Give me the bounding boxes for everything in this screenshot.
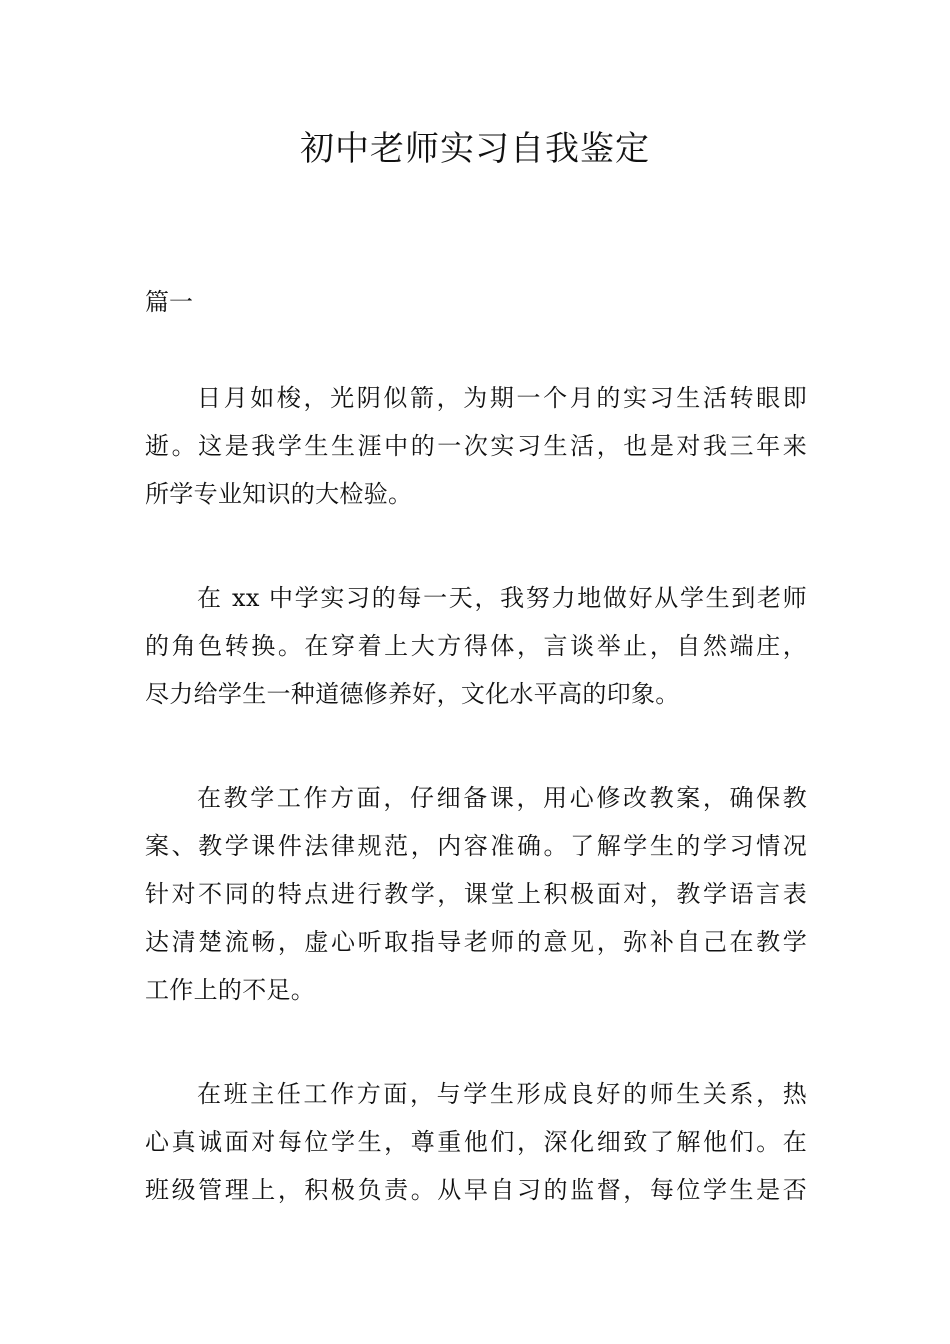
paragraph-3 bbox=[145, 774, 807, 1014]
section-label: 篇一 bbox=[145, 288, 193, 316]
paragraph-4 bbox=[145, 1070, 807, 1214]
paragraph-line: 尽力给学生一种道德修养好，文化水平高的印象。 bbox=[145, 680, 680, 708]
paragraph-line: 在班主任工作方面，与学生形成良好的师生关系，热 bbox=[197, 1080, 807, 1108]
paragraph-line: 心真诚面对每位学生，尊重他们，深化细致了解他们。在 bbox=[145, 1128, 807, 1156]
paragraph-line: 在 xx 中学实习的每一天，我努力地做好从学生到老师 bbox=[197, 584, 807, 612]
paragraph-line: 工作上的不足。 bbox=[145, 976, 316, 1004]
paragraph-line: 日月如梭，光阴似箭，为期一个月的实习生活转眼即 bbox=[197, 384, 807, 412]
paragraph-2 bbox=[145, 574, 807, 718]
paragraph-line: 的角色转换。在穿着上大方得体，言谈举止，自然端庄， bbox=[145, 632, 807, 660]
paragraph-line: 案、教学课件法律规范，内容准确。了解学生的学习情况 bbox=[145, 832, 807, 860]
paragraph-line: 所学专业知识的大检验。 bbox=[145, 480, 413, 508]
paragraph-line: 针对不同的特点进行教学，课堂上积极面对，教学语言表 bbox=[145, 880, 807, 908]
paragraph-1 bbox=[145, 374, 807, 518]
paragraph-line: 班级管理上，积极负责。从早自习的监督，每位学生是否 bbox=[145, 1176, 807, 1204]
paragraph-line: 逝。这是我学生生涯中的一次实习生活，也是对我三年来 bbox=[145, 432, 807, 460]
paragraph-line: 在教学工作方面，仔细备课，用心修改教案，确保教 bbox=[197, 784, 807, 812]
paragraph-line: 达清楚流畅，虚心听取指导老师的意见，弥补自己在教学 bbox=[145, 928, 807, 956]
document-title: 初中老师实习自我鉴定 bbox=[300, 129, 650, 169]
